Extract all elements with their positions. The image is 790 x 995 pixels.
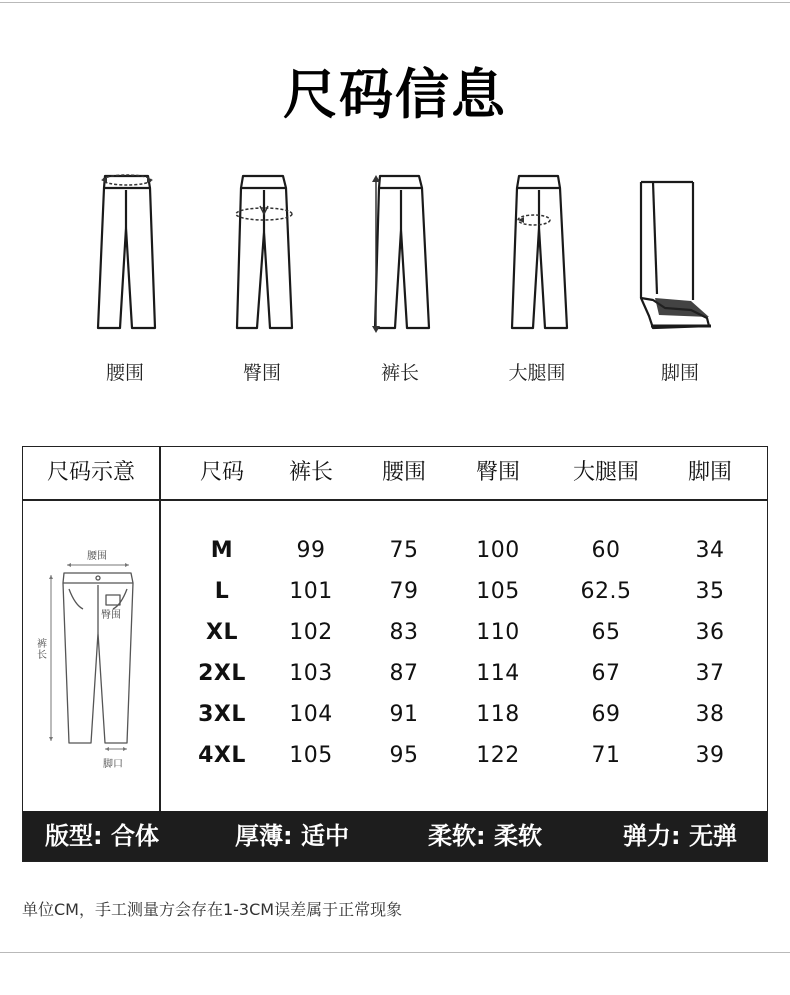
cell-hip: 110: [476, 620, 520, 645]
cell-hem: 36: [695, 620, 725, 645]
caption-hip: 臀围: [242, 362, 281, 384]
caption-thigh: 大腿围: [508, 362, 566, 384]
cell-waist: 83: [389, 620, 419, 645]
header-diagram: 尺码示意: [46, 460, 135, 485]
cell-hip: 100: [476, 538, 520, 563]
header-waist: 腰围: [381, 460, 426, 485]
header-size: 尺码: [199, 460, 244, 485]
cell-length: 104: [289, 702, 333, 727]
cell-size: 4XL: [198, 743, 246, 768]
header-divider: [23, 499, 767, 501]
attribute-thickness: 厚薄: 适中: [235, 822, 349, 850]
cell-waist: 87: [389, 661, 419, 686]
diagram-label-waist: 腰围: [87, 551, 107, 562]
waist-measure-icon: [60, 168, 190, 338]
caption-hem: 脚围: [660, 362, 699, 384]
cell-waist: 75: [389, 538, 419, 563]
pants-size-diagram: [31, 543, 161, 813]
cell-size: XL: [206, 620, 238, 645]
cell-hem: 38: [695, 702, 725, 727]
hip-measure-icon: [197, 168, 327, 338]
caption-waist: 腰围: [105, 362, 144, 384]
size-table: [22, 446, 768, 862]
cell-length: 102: [289, 620, 333, 645]
diagram-label-hem: 脚口: [103, 759, 123, 770]
header-hip: 臀围: [475, 460, 520, 485]
cell-thigh: 67: [591, 661, 621, 686]
cell-length: 99: [296, 538, 326, 563]
cell-size: 2XL: [198, 661, 246, 686]
page-title: 尺码信息: [283, 63, 507, 126]
bottom-divider: [0, 952, 790, 953]
measurement-figures: [0, 168, 790, 338]
cell-length: 101: [289, 579, 333, 604]
cell-length: 105: [289, 743, 333, 768]
cell-hip: 118: [476, 702, 520, 727]
cell-length: 103: [289, 661, 333, 686]
cell-size: L: [214, 579, 230, 604]
cell-size: 3XL: [198, 702, 246, 727]
fabric-attributes-bar: [23, 811, 767, 861]
length-measure-icon: [335, 168, 465, 338]
cell-thigh: 71: [591, 743, 621, 768]
measurement-note: 单位CM，手工测量方会存在1-3CM误差属于正常现象: [22, 900, 403, 919]
cell-size: M: [210, 538, 234, 563]
cell-hem: 35: [695, 579, 725, 604]
cell-thigh: 69: [591, 702, 621, 727]
header-hem: 脚围: [687, 460, 732, 485]
cell-thigh: 60: [591, 538, 621, 563]
hem-measure-icon: [615, 168, 745, 338]
diagram-label-length: 裤长: [37, 639, 47, 661]
cell-hip: 122: [476, 743, 520, 768]
diagram-label-hip: 臀围: [101, 610, 121, 621]
header-length: 裤长: [288, 460, 333, 485]
attribute-elasticity: 弹力: 无弹: [623, 822, 737, 850]
attribute-softness: 柔软: 柔软: [428, 822, 542, 850]
top-divider: [0, 2, 790, 3]
cell-thigh: 62.5: [580, 579, 632, 604]
cell-waist: 79: [389, 579, 419, 604]
cell-hip: 105: [476, 579, 520, 604]
cell-hem: 34: [695, 538, 725, 563]
header-thigh: 大腿围: [572, 460, 639, 485]
cell-thigh: 65: [591, 620, 621, 645]
cell-hem: 39: [695, 743, 725, 768]
cell-hem: 37: [695, 661, 725, 686]
cell-waist: 91: [389, 702, 419, 727]
cell-hip: 114: [476, 661, 520, 686]
cell-waist: 95: [389, 743, 419, 768]
thigh-measure-icon: [472, 168, 602, 338]
caption-length: 裤长: [380, 362, 419, 384]
attribute-fit: 版型: 合体: [45, 822, 159, 850]
